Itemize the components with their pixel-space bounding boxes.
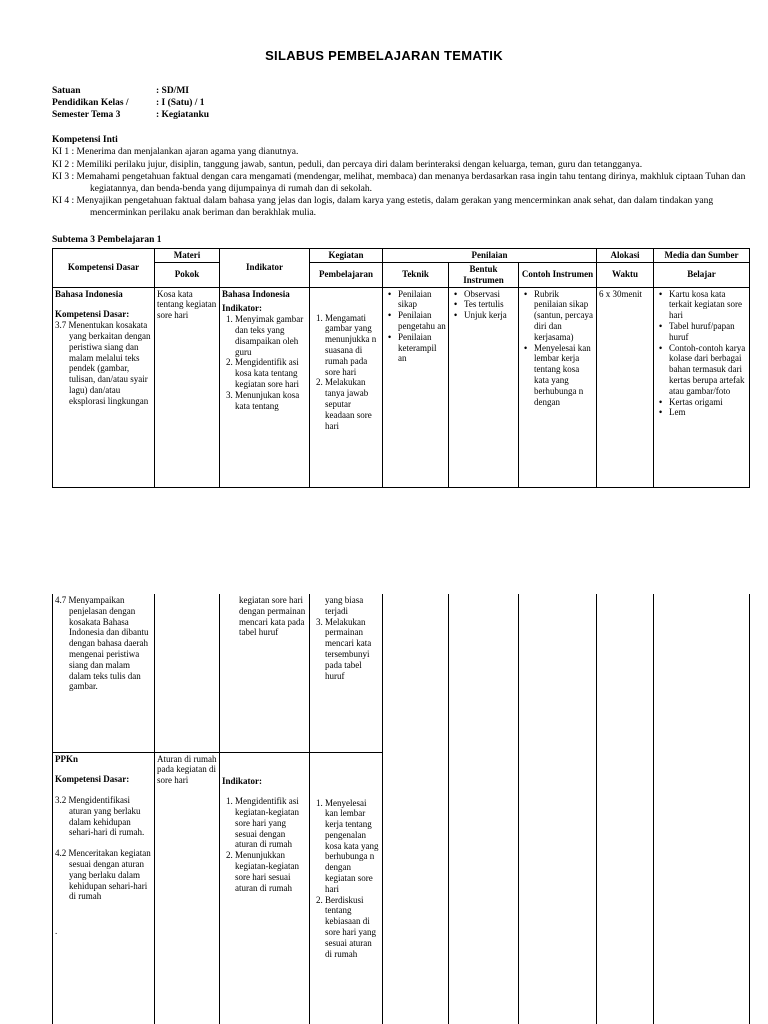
cell-bentuk-cont [449,594,519,1024]
kd-text: Menentukan kosakata yang berkaitan dengan peristiwa siang dan malam melalui teks pendek (gambar, tulisan, dan/atau syair lagu) dan/atau eksplorasi lingkungan [68,320,151,406]
page-title: SILABUS PEMBELAJARAN TEMATIK [265,48,503,63]
indikator-label: Indikator: [222,303,263,314]
ki-list [52,147,752,220]
cell-indikator [220,287,310,487]
indikator-label: Indikator: [222,775,263,786]
kd-subject: PPKn [55,753,79,764]
subtema-heading: Subtema 3 Pembelajaran 1 [52,235,162,245]
ki-item: KI 4 : Menyajikan pengetahuan faktual dalam bahasa yang jelas dan logis, dalam karya yang estetis, dalam gerakan yang mencerminkan anak sehat, dan dalam tindakan yang mencerminkan perilaku anak beriman dan berakhlak mulia. [52,196,714,218]
cell-teknik-cont [383,594,449,1024]
kegiatan-item: 1. Mengamati gambar yang menunjukka n suasana di rumah pada sore hari [325,313,380,378]
cell-contoh [519,287,597,487]
silabus-table-top [52,248,750,488]
cell-media-cont [654,594,750,1024]
kd-text: Menyampaikan penjelasan dengan kosakata Bahasa Indonesia dan dibantu dengan bahasa daerah mengenai peristiwa siang dan malam dalam teks tulis dan gambar. [68,595,149,692]
ki-item: KI 1 : Menerima dan menjalankan ajaran agama yang dianutnya. [52,147,299,157]
bentuk-item: • Unjuk kerja [464,310,516,321]
identity-row [52,85,209,97]
kd-text: Menceritakan kegiatan sesuai dengan aturan yang berlaku dalam kehidupan sehari-hari di rumah [68,848,151,902]
indikator-item: 3. Menunjukan kosa kata tentang [235,390,307,412]
cell-kegiatan-ppkn [310,752,383,1024]
cell-indikator-cont [220,594,310,752]
kegiatan-item: 2. Berdiskusi tentang kebiasaan di sore hari yang sesuai aturan di rumah [325,895,380,960]
cell-kd-cont [53,594,155,752]
indikator-continued: kegiatan sore hari dengan permainan mencari kata pada tabel huruf [239,595,306,638]
ki-item: KI 2 : Memiliki perilaku jujur, disiplin, tanggung jawab, santun, peduli, dan percaya diri dalam berinteraksi dengan keluarga, teman, guru dan tetangganya. [52,159,643,170]
cell-kd [53,287,155,487]
header-teknik: Teknik [383,263,449,288]
ki-item: KI 3 : Memahami pengetahuan faktual dengan cara mengamati (mendengar, melihat, membaca) dan menanya berdasarkan rasa ingin tahu tentang dirinya, makhluk ciptaan Tuhan dan kegiatannya, dan benda-benda yang dijumpainya di rumah dan di sekolah. [52,172,746,194]
header-materi: Materi [155,249,220,263]
indikator-item: 2. Menunjukkan kegiatan-kegiatan sore hari sesuai aturan di rumah [235,850,307,893]
cell-teknik [383,287,449,487]
header-belajar: Belajar [654,263,750,288]
kd-number: 4.2 [55,848,67,859]
indikator-item: 2. Mengidentifik asi kosa kata tentang kegiatan sore hari [235,357,307,389]
identity-block [52,85,209,121]
cell-indikator-ppkn [220,752,310,1024]
kd-subject: Bahasa Indonesia [55,288,123,299]
ki-heading: Kompetensi Inti [52,135,118,145]
identity-value: : I (Satu) / 1 [156,98,205,108]
kd-text: Mengidentifikasi aturan yang berlaku dalam kehidupan sehari-hari di rumah. [68,795,145,838]
media-item: • Lem [669,407,747,418]
kegiatan-continued: yang biasa terjadi [325,595,364,616]
identity-label: Satuan [52,86,81,96]
header-bentuk: Bentuk Instrumen [449,263,519,288]
media-item: • Contoh-contoh karya kolase dari berbagai bahan termasuk dari kertas berupa artefak atau gambar/foto [669,343,747,397]
cell-kegiatan [310,287,383,487]
indikator-item: 1. Menyimak gambar dan teks yang disampaikan oleh guru [235,314,307,357]
kd-label: Kompetensi Dasar: [55,309,130,320]
media-item: • Tabel huruf/papan huruf [669,321,747,343]
cell-bentuk [449,287,519,487]
identity-label: Pendidikan Kelas / [52,98,129,108]
bentuk-item: • Tes tertulis [464,299,516,310]
header-alokasi: Alokasi [597,249,654,263]
indikator-item: 1. Mengidentifik asi kegiatan-kegiatan sore hari yang sesuai dengan aturan di rumah [235,796,307,850]
contoh-item: • Menyelesai kan lembar kerja tentang kosa kata yang berhubunga n dengan [534,343,594,408]
stray-dot: . [55,926,58,937]
silabus-table-continued [52,594,750,1024]
indikator-subject: Bahasa Indonesia [222,288,290,299]
kegiatan-item: 1. Menyelesai kan lembar kerja tentang pengenalan kosa kata yang berhubunga n dengan kegiatan sore hari [325,798,380,895]
teknik-item: • Penilaian sikap [398,289,446,311]
cell-kd-ppkn [53,752,155,1024]
kegiatan-item: 2. Melakukan tanya jawab seputar keadaan sore hari [325,377,380,431]
kd-label: Kompetensi Dasar: [55,774,130,785]
identity-label: Semester Tema 3 [52,110,121,120]
kegiatan-item: 3. Melakukan permainan mencari kata tersembunyi pada tabel huruf [325,617,380,682]
cell-materi-cont [155,594,220,752]
identity-value: : Kegiatanku [156,110,210,120]
kd-number: 4.7 [55,595,67,605]
teknik-item: • Penilaian keterampil an [398,332,446,364]
teknik-item: • Penilaian pengetahu an [398,310,446,332]
header-contoh: Contoh Instrumen [519,263,597,288]
header-media: Media dan Sumber [654,249,750,263]
identity-row [52,97,209,109]
header-penilaian: Penilaian [383,249,597,263]
identity-value: : SD/MI [156,86,189,96]
cell-alokasi-cont [597,594,654,1024]
media-item: • Kartu kosa kata terkait kegiatan sore hari [669,289,747,321]
cell-materi-ppkn: Aturan di rumah pada kegiatan di sore hari [155,752,220,1024]
cell-kegiatan-cont [310,594,383,752]
header-kd: Kompetensi Dasar [53,249,155,288]
header-pokok: Pokok [155,263,220,288]
header-waktu: Waktu [597,263,654,288]
cell-media [654,287,750,487]
header-kegiatan: Kegiatan [310,249,383,263]
contoh-item: • Rubrik penilaian sikap (santun, percaya diri dan kerjasama) [534,289,594,343]
identity-row [52,109,209,121]
cell-materi: Kosa kata tentang kegiatan sore hari [155,287,220,487]
header-pembelajaran: Pembelajaran [310,263,383,288]
bentuk-item: • Observasi [464,289,516,300]
header-indikator: Indikator [220,249,310,288]
media-item: • Kertas origami [669,397,747,408]
cell-alokasi: 6 x 30menit [597,287,654,487]
kd-number: 3.7 [55,320,67,331]
cell-contoh-cont [519,594,597,1024]
kd-number: 3.2 [55,795,67,806]
